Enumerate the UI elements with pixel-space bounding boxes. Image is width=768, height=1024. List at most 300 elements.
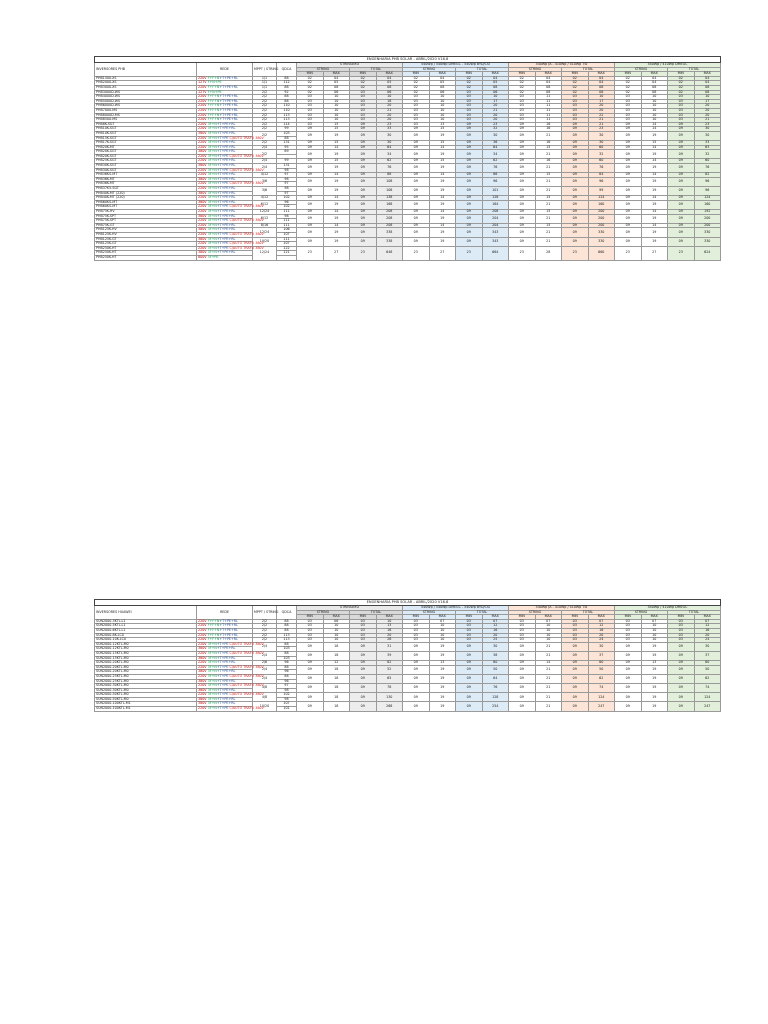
- value-cell: 03: [562, 619, 589, 624]
- value-cell: 19: [641, 702, 668, 711]
- value-cell: 09: [403, 674, 430, 683]
- value-cell: 03: [456, 619, 483, 624]
- value-cell: 20: [482, 633, 509, 638]
- rede-part: 3F+N: [207, 135, 217, 140]
- value-cell: 160: [694, 200, 721, 209]
- value-cell: 30: [482, 642, 509, 651]
- rede-part: 3F+N: [207, 167, 217, 172]
- mppt-value: 4/8: [253, 693, 277, 702]
- value-cell: 74: [588, 684, 615, 693]
- value-cell: 09: [456, 651, 483, 660]
- value-cell: 10: [376, 95, 403, 100]
- value-cell: 19: [323, 164, 350, 173]
- value-cell: 124: [588, 693, 615, 702]
- value-cell: 330: [588, 237, 615, 246]
- value-cell: 03: [403, 118, 430, 123]
- rede-part: 127V: [198, 80, 208, 85]
- value-cell: 32: [694, 150, 721, 159]
- rede-part: 3F+N: [207, 190, 217, 195]
- value-cell: 09: [615, 150, 642, 159]
- value-cell: 03: [668, 108, 695, 113]
- rede-part: +T+PE+RL: [216, 660, 236, 665]
- value-cell: 04: [535, 81, 562, 86]
- value-cell: 88: [376, 173, 403, 178]
- group-header: 540Wp / 410Wp DMEGC: [615, 63, 721, 68]
- value-cell: 09: [456, 223, 483, 228]
- value-cell: 09: [403, 141, 430, 146]
- value-cell: 32: [482, 127, 509, 132]
- value-cell: 330: [588, 228, 615, 237]
- value-cell: 76: [588, 164, 615, 173]
- subheader-total: TOTAL: [668, 67, 721, 72]
- rede-part: +T+PE+RL: [216, 176, 236, 181]
- value-cell: 19: [323, 200, 350, 209]
- value-cell: 03: [668, 95, 695, 100]
- value-cell: 09: [297, 141, 324, 146]
- value-cell: 21: [535, 200, 562, 209]
- value-cell: 03: [562, 633, 589, 638]
- value-cell: 23: [694, 122, 721, 127]
- value-cell: 20: [482, 113, 509, 118]
- rede-part: F+F+N: [207, 94, 220, 99]
- rede-part: F+F+N: [207, 112, 220, 117]
- value-cell: 200: [694, 223, 721, 228]
- value-cell: 09: [456, 674, 483, 683]
- value-cell: 21: [535, 228, 562, 237]
- rede-part: 220V: [198, 121, 208, 126]
- inverter-name: PHB75K-SPT: [95, 214, 197, 219]
- value-cell: 09: [297, 214, 324, 223]
- mppt-value: 2/2: [253, 90, 277, 95]
- value-cell: 19: [323, 187, 350, 196]
- value-cell: 31: [376, 642, 403, 651]
- inverter-name: PHB8K-SGT: [95, 122, 197, 127]
- value-cell: 16: [535, 122, 562, 127]
- value-cell: 09: [668, 674, 695, 683]
- rede-part: F+F+N: [207, 75, 220, 80]
- value-cell: 09: [668, 661, 695, 666]
- subheader-minmax: MAX: [323, 72, 350, 77]
- subheader-string: STRING: [615, 610, 668, 615]
- value-cell: 09: [350, 210, 377, 215]
- value-cell: 08: [376, 85, 403, 90]
- value-cell: 14: [641, 210, 668, 215]
- value-cell: 02: [615, 90, 642, 95]
- qdca-value: 98: [277, 214, 297, 219]
- value-cell: 14: [323, 223, 350, 228]
- value-cell: 09: [562, 214, 589, 223]
- value-cell: 10: [694, 95, 721, 100]
- rede-part: 380V: [198, 176, 208, 181]
- value-cell: 03: [615, 104, 642, 109]
- column-header-inverter: INVERSORES PHB: [95, 63, 197, 77]
- value-cell: 208: [376, 214, 403, 223]
- rede-part: +T+PE+RL: [216, 149, 236, 154]
- value-cell: 25: [482, 638, 509, 643]
- value-cell: 84: [588, 173, 615, 178]
- rede-part: +T+PE+RL: [216, 130, 236, 135]
- column-header-qdca: QDCA: [277, 63, 297, 77]
- rede-part: 3F+N: [207, 660, 217, 665]
- rede-part: F+F+N: [207, 632, 220, 637]
- value-cell: 02: [297, 90, 324, 95]
- subheader-minmax: MIN: [668, 72, 695, 77]
- rede-part: +T+PE: [216, 692, 230, 697]
- value-cell: 09: [350, 228, 377, 237]
- value-cell: 02: [350, 81, 377, 86]
- value-cell: 76: [482, 684, 509, 693]
- rede-part: 380V: [198, 669, 208, 674]
- value-cell: 14: [323, 210, 350, 215]
- value-cell: 86: [482, 173, 509, 178]
- value-cell: 02: [615, 85, 642, 90]
- mppt-value: 2/2: [253, 99, 277, 104]
- value-cell: 03: [350, 99, 377, 104]
- inverter-name: SUN2000-20KTL-M0: [95, 665, 197, 670]
- inverter-name: PHB17K-SGT: [95, 141, 197, 146]
- value-cell: 19: [641, 214, 668, 223]
- value-cell: 03: [456, 118, 483, 123]
- value-cell: 03: [562, 113, 589, 118]
- value-cell: 03: [350, 118, 377, 123]
- value-cell: 20: [482, 118, 509, 123]
- value-cell: 09: [615, 684, 642, 693]
- value-cell: 03: [403, 638, 430, 643]
- value-cell: 24: [694, 638, 721, 643]
- value-cell: 664: [482, 246, 509, 260]
- inverter-name: SUN2000-100KTL-M1: [95, 707, 197, 712]
- value-cell: 03: [403, 99, 430, 104]
- mppt-value: 6/12: [253, 200, 277, 209]
- value-cell: 18: [323, 693, 350, 702]
- value-cell: 09: [456, 145, 483, 150]
- value-cell: 09: [297, 642, 324, 651]
- value-cell: 09: [403, 693, 430, 702]
- value-cell: 22: [588, 113, 615, 118]
- value-cell: 10: [641, 104, 668, 109]
- rede-part: 127V: [198, 89, 208, 94]
- mppt-value: 2/2: [253, 638, 277, 643]
- rede-part: 380V: [198, 149, 208, 154]
- value-cell: 09: [615, 214, 642, 223]
- value-cell: 11: [535, 95, 562, 100]
- value-cell: 09: [456, 693, 483, 702]
- value-cell: 19: [323, 131, 350, 140]
- value-cell: 03: [297, 99, 324, 104]
- rede-part: 220V: [198, 218, 208, 223]
- value-cell: 19: [641, 177, 668, 186]
- value-cell: 09: [615, 159, 642, 164]
- subheader-minmax: MAX: [429, 72, 456, 77]
- value-cell: 09: [350, 177, 377, 186]
- rede-cell: [197, 255, 253, 260]
- inverter-name: SUN2000-25KTL-M0: [95, 679, 197, 684]
- value-cell: 02: [350, 85, 377, 90]
- inverter-name: PHB7000-MS: [95, 108, 197, 113]
- rede-part: 220V: [198, 222, 208, 227]
- value-cell: 03: [403, 104, 430, 109]
- value-cell: 09: [615, 661, 642, 666]
- inverter-name: PHB20K-MT: [95, 145, 197, 150]
- rede-part: +T+PE+RL: [219, 98, 238, 103]
- rede-part: 3F+N: [207, 222, 217, 227]
- inverter-name: SUN2000-10K-LC0: [95, 638, 197, 643]
- inverter-name: PHB20K-SGT: [95, 154, 197, 159]
- rede-part: +T+PE: [216, 664, 230, 669]
- qdca-value: 107: [277, 242, 297, 247]
- value-cell: 138: [376, 196, 403, 201]
- value-cell: 19: [641, 651, 668, 660]
- value-cell: 03: [562, 99, 589, 104]
- value-cell: 50: [588, 665, 615, 674]
- rede-part: +T+PE+RL: [216, 213, 236, 218]
- value-cell: 04: [376, 76, 403, 81]
- subheader-minmax: MIN: [297, 72, 324, 77]
- value-cell: 03: [562, 628, 589, 633]
- rede-part: +T+PE: [216, 181, 230, 186]
- inverter-name: PHB125K-GT: [95, 242, 197, 247]
- rede-part: 380V: [198, 696, 208, 701]
- inverter-name: SUN2000-50KTL-M0: [95, 693, 197, 698]
- value-cell: 10: [641, 99, 668, 104]
- value-cell: 14: [641, 127, 668, 132]
- mppt-value: 2/2: [253, 108, 277, 113]
- value-cell: 09: [562, 131, 589, 140]
- value-cell: 09: [350, 674, 377, 683]
- rede-part: 3F+N: [207, 236, 217, 241]
- value-cell: 13: [376, 624, 403, 629]
- rede-part: 380V: [198, 678, 208, 683]
- rede-part: 220V: [198, 112, 208, 117]
- rede-part: 220V: [198, 75, 208, 80]
- subheader-minmax: MIN: [509, 72, 536, 77]
- inverter-name: PHB1500-XS: [95, 76, 197, 81]
- value-cell: 09: [403, 187, 430, 196]
- value-cell: 15: [429, 159, 456, 164]
- value-cell: 19: [641, 693, 668, 702]
- value-cell: 10: [535, 633, 562, 638]
- value-cell: 03: [562, 95, 589, 100]
- value-cell: 09: [562, 661, 589, 666]
- value-cell: 64: [482, 145, 509, 150]
- qdca-value: 88: [277, 674, 297, 679]
- value-cell: 21: [535, 651, 562, 660]
- subheader-string: STRING: [403, 67, 456, 72]
- rede-part: 3F+N: [207, 218, 217, 223]
- value-cell: 09: [562, 210, 589, 215]
- qdca-value: 96: [277, 200, 297, 205]
- rede-part: 380V: [198, 687, 208, 692]
- value-cell: 09: [668, 223, 695, 228]
- value-cell: 28: [535, 246, 562, 260]
- value-cell: 09: [668, 164, 695, 173]
- rede-part: C/AUTO TRAFO 380V: [229, 204, 264, 209]
- value-cell: 02: [668, 81, 695, 86]
- subheader-minmax: MIN: [350, 615, 377, 620]
- value-cell: 09: [297, 164, 324, 173]
- value-cell: 247: [694, 702, 721, 711]
- value-cell: 09: [403, 237, 430, 246]
- value-cell: 09: [297, 693, 324, 702]
- rede-part: 3F+N: [207, 241, 217, 246]
- value-cell: 03: [509, 99, 536, 104]
- subheader-minmax: MIN: [350, 72, 377, 77]
- value-cell: 02: [509, 76, 536, 81]
- rede-part: F+F+N: [207, 98, 220, 103]
- rede-part: 220V: [198, 660, 208, 665]
- value-cell: 09: [297, 187, 324, 196]
- value-cell: 04: [535, 76, 562, 81]
- value-cell: 19: [323, 150, 350, 159]
- value-cell: 10: [323, 628, 350, 633]
- rede-part: 220V: [198, 623, 208, 628]
- value-cell: 09: [456, 642, 483, 651]
- value-cell: 09: [297, 674, 324, 683]
- value-cell: 08: [694, 90, 721, 95]
- value-cell: 03: [668, 99, 695, 104]
- qdca-value: 88: [277, 76, 297, 81]
- rede-part: 380V: [198, 701, 208, 706]
- rede-part: 3F+N: [207, 176, 217, 181]
- value-cell: 23: [350, 246, 377, 260]
- qdca-value: 111: [277, 237, 297, 242]
- inverter-table: [94, 599, 721, 712]
- value-cell: 21: [535, 674, 562, 683]
- value-cell: 04: [588, 76, 615, 81]
- subheader-string: STRING: [509, 67, 562, 72]
- rede-part: C/AUTO TRAFO 380V: [229, 241, 264, 246]
- value-cell: 648: [376, 246, 403, 260]
- mppt-value: 12/24: [253, 228, 277, 237]
- value-cell: 12: [323, 661, 350, 666]
- value-cell: 10: [641, 118, 668, 123]
- value-cell: 09: [562, 141, 589, 146]
- value-cell: 82: [376, 661, 403, 666]
- value-cell: 09: [350, 173, 377, 178]
- rede-part: +T+PE: [216, 167, 230, 172]
- value-cell: 17: [588, 99, 615, 104]
- value-cell: 10: [429, 638, 456, 643]
- rede-part: 220V: [198, 172, 208, 177]
- value-cell: 09: [509, 693, 536, 702]
- rede-part: C/AUTO TRAFO 380V: [229, 641, 264, 646]
- value-cell: 09: [456, 661, 483, 666]
- value-cell: 02: [403, 90, 430, 95]
- rede-part: 220V: [198, 144, 208, 149]
- value-cell: 21: [535, 702, 562, 711]
- value-cell: 96: [588, 177, 615, 186]
- qdca-value: 88: [277, 628, 297, 633]
- rede-part: 220V: [198, 683, 208, 688]
- value-cell: 03: [350, 619, 377, 624]
- value-cell: 09: [509, 237, 536, 246]
- value-cell: 09: [350, 693, 377, 702]
- value-cell: 74: [694, 684, 721, 693]
- rede-part: F+N+PE: [207, 80, 222, 85]
- value-cell: 09: [562, 684, 589, 693]
- mppt-value: 2/2: [253, 131, 277, 140]
- value-cell: 17: [482, 99, 509, 104]
- mppt-value: 8/16: [253, 223, 277, 228]
- value-cell: 27: [641, 246, 668, 260]
- subheader-minmax: MIN: [562, 72, 589, 77]
- group-header: 540Wp / 540Wp DMEGC - 540Wp BYD/CSI: [403, 606, 509, 611]
- value-cell: 09: [562, 122, 589, 127]
- qdca-value: 95: [277, 145, 297, 150]
- value-cell: 08: [588, 85, 615, 90]
- value-cell: 09: [615, 223, 642, 228]
- value-cell: 09: [297, 173, 324, 178]
- rede-part: 380V: [198, 236, 208, 241]
- rede-part: 800V: [198, 254, 208, 259]
- value-cell: 39: [376, 651, 403, 660]
- mppt-value: 2/2: [253, 104, 277, 109]
- subheader-minmax: MIN: [297, 615, 324, 620]
- value-cell: 03: [668, 104, 695, 109]
- value-cell: 19: [429, 684, 456, 693]
- value-cell: 19: [641, 674, 668, 683]
- rede-part: +T+PE: [216, 641, 230, 646]
- value-cell: 64: [376, 145, 403, 150]
- value-cell: 07: [588, 619, 615, 624]
- value-cell: 09: [456, 122, 483, 127]
- value-cell: 09: [562, 223, 589, 228]
- value-cell: 16: [694, 628, 721, 633]
- value-cell: 09: [562, 228, 589, 237]
- inverter-name: PHB36K-MT: [95, 182, 197, 187]
- value-cell: 330: [694, 237, 721, 246]
- value-cell: 33: [694, 141, 721, 146]
- value-cell: 03: [509, 95, 536, 100]
- value-cell: 09: [456, 665, 483, 674]
- rede-part: +T+PE+RL: [216, 678, 236, 683]
- rede-part: +T+PE+RL: [219, 94, 238, 99]
- value-cell: 99: [588, 187, 615, 196]
- rede-part: F+F+N: [207, 107, 220, 112]
- rede-part: +T+PE+RL: [216, 195, 236, 200]
- qdca-value: 106: [277, 228, 297, 233]
- rede-part: +T+PE+RL: [216, 186, 236, 191]
- rede-part: +T+PE: [216, 218, 230, 223]
- value-cell: 23: [456, 246, 483, 260]
- rede-part: 3F+N: [207, 650, 217, 655]
- value-cell: 08: [588, 90, 615, 95]
- rede-part: 3F+N: [207, 250, 217, 255]
- qdca-value: 103: [277, 647, 297, 652]
- value-cell: 03: [350, 638, 377, 643]
- subheader-minmax: MAX: [694, 72, 721, 77]
- value-cell: 03: [403, 628, 430, 633]
- value-cell: 11: [535, 108, 562, 113]
- value-cell: 09: [509, 214, 536, 223]
- value-cell: 04: [588, 81, 615, 86]
- rede-part: 3F+N: [207, 158, 217, 163]
- rede-cell: [197, 706, 264, 712]
- value-cell: 09: [297, 665, 324, 674]
- value-cell: 09: [509, 127, 536, 132]
- mppt-value: 4/8: [253, 684, 277, 693]
- value-cell: 03: [350, 633, 377, 638]
- value-cell: 09: [668, 642, 695, 651]
- value-cell: 09: [668, 145, 695, 150]
- value-cell: 38: [482, 651, 509, 660]
- inverter-name: SUN2000-15KTL-M0: [95, 651, 197, 656]
- value-cell: 19: [641, 164, 668, 173]
- subheader-minmax: MIN: [615, 72, 642, 77]
- value-cell: 03: [456, 104, 483, 109]
- value-cell: 23: [403, 246, 430, 260]
- inverter-name: PHB30K-SGT: [95, 164, 197, 169]
